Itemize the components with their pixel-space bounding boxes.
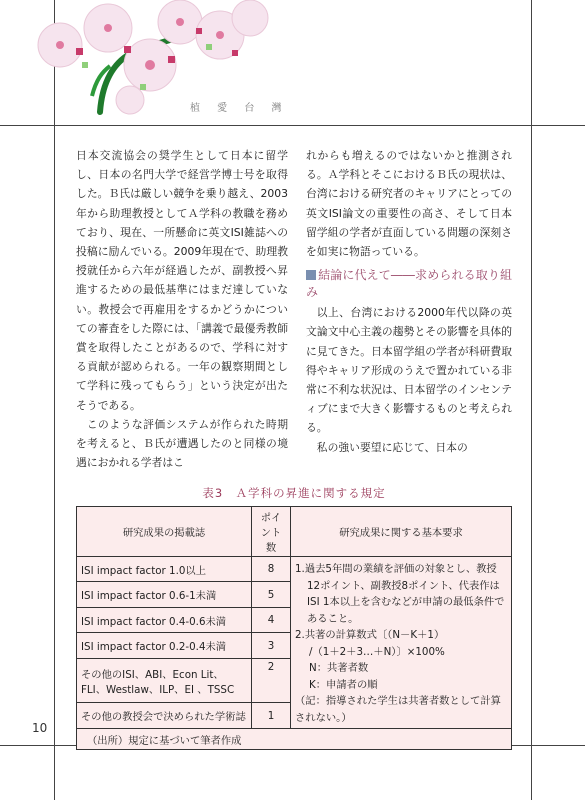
table-source-note: （出所）規定に基づいて筆者作成 [77,729,512,750]
guide-line-left [54,0,55,800]
requirement-formula: /（1＋2＋3…＋N）〕×100% [309,645,445,658]
points-cell: 2 [252,658,291,703]
body-paragraph: このような評価システムが作られた時期を考えると、Ｂ氏が遭遇したのと同様の境遇におかれる学者はこ [76,417,288,470]
requirement-definition: N：共著者数 [309,662,369,674]
guide-line-right [531,0,532,800]
body-paragraph: 日本交流協会の奨学生として日本に留学し、日本の名門大学で経営学博士号を取得した。Ｂ氏は厳しい競争を乗り越え、2003年から助理教授としてＡ学科の教職を務めており、現在、一所懸命に英文ISI雑誌への投稿に励んでいる。2009年現在で、助理教授就任から六年が経過したが、副教授へ昇進するための最低基準にはまだ達していない。教授会で再雇用をするかどうかについての審査をした際には、「講義で最優秀教師賞を取得したことがあるので、学科に対する貢献が認められる。一年の観察期間として学科に残ってもらう」という決定が出たそうである。 [76,149,288,412]
guide-line-top [0,125,585,126]
points-cell: 8 [252,557,291,582]
column-header: ポイント数 [252,507,291,557]
journal-cell: ISI impact factor 1.0以上 [77,557,252,582]
square-bullet-icon [306,270,316,280]
header-caption: 植 愛 台 灣 [190,103,289,114]
journal-cell: ISI impact factor 0.6-1未満 [77,582,252,607]
table-caption: 表3 Ａ学科の昇進に関する規定 [202,486,386,500]
body-paragraph: 私の強い要望に応じて、日本の [316,440,468,454]
requirement-item: 2.共著の計算数式〔（N－K＋1） [295,629,445,641]
page-number: 10 [32,721,48,735]
table-source-row [77,729,512,750]
requirement-definition: K：申請者の順 [309,678,378,691]
table-row [77,557,512,582]
journal-cell: ISI impact factor 0.4-0.6未満 [77,607,252,632]
journal-cell: ISI impact factor 0.2-0.4未満 [77,633,252,658]
requirement-item: 1.過去5年間の業績を評価の対象とし、教授12ポイント、副教授8ポイント、代表作はISI 1本以上を含むなどが申請の最低条件であること。 [295,563,505,625]
points-cell: 4 [252,607,291,632]
section-heading-text: 結論に代えて――求められる取り組み [306,268,512,300]
promotion-rules-table [76,506,512,750]
body-paragraph: 以上、台湾における2000年代以降の英文論文中心主義の趨勢とその影響を具体的に見てきた。日本留学組の学者が科研費取得やキャリア形成のうえで置かれている非常に不利な状況は、日本留学のインセンティブにまで大きく影響するものと考えられる。 [306,306,512,435]
body-paragraph: れからも増えるのではないかと推測される。Ａ学科とそこにおけるＢ氏の現状は、台湾における研究者のキャリアにとっての英文ISI論文の重要性の高さ、そして日本留学組の学者が直面している問題の深刻さを如実に物語っている。 [306,149,512,259]
requirement-note: （記：指導された学生は共著者数として計算されない。） [295,695,501,724]
section-heading [306,267,512,301]
journal-cell: その他の教授会で決められた学術誌 [77,703,252,729]
requirements-cell [291,557,512,729]
points-cell: 1 [252,703,291,729]
journal-cell: その他のISI、ABI、Econ Lit、FLI、Westlaw、ILP、EI 、TSSC [77,658,252,703]
table-header-row [77,507,512,557]
points-cell: 5 [252,582,291,607]
column-header: 研究成果に関する基本要求 [291,507,512,557]
body-column-right [306,146,512,457]
points-cell: 3 [252,633,291,658]
column-header: 研究成果の掲載誌 [77,507,252,557]
body-column-left [76,146,288,472]
